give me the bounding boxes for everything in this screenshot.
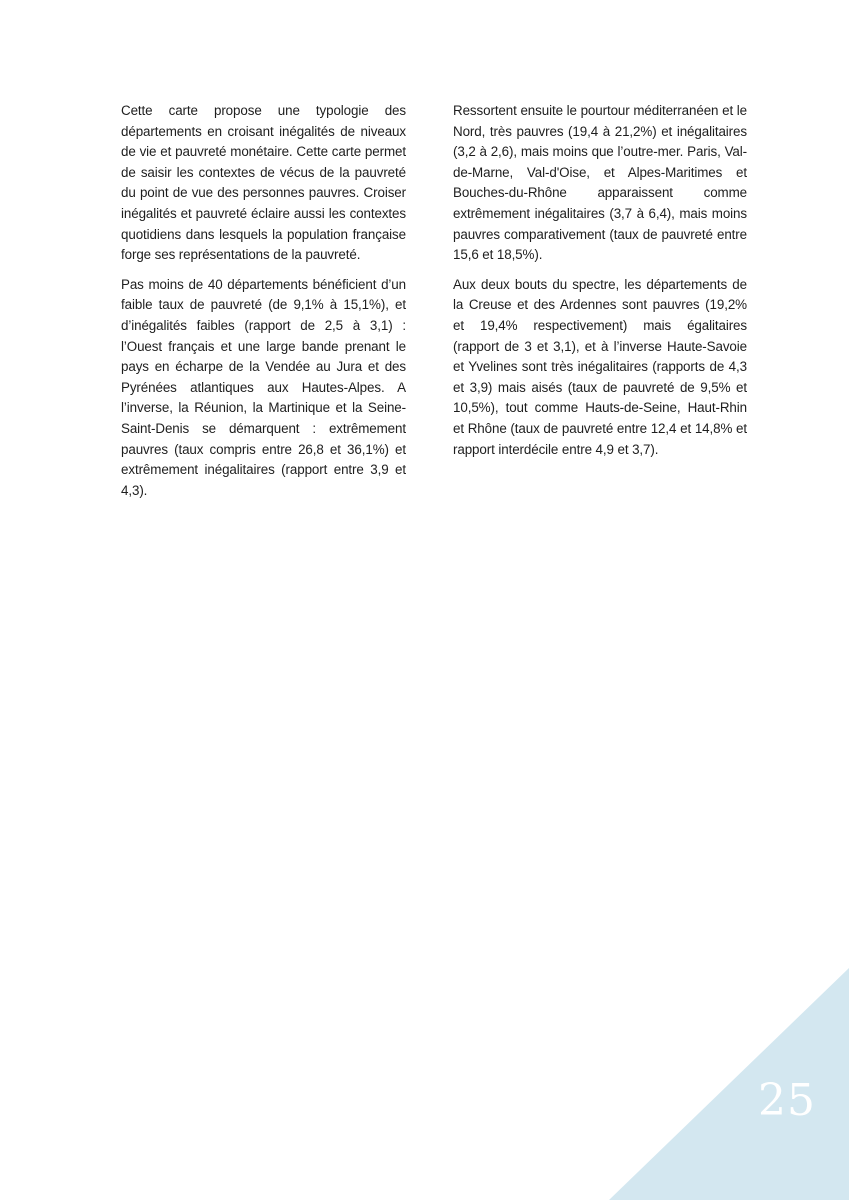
paragraph-mediterranean-north: Ressortent ensuite le pourtour méditerranéen et le Nord, très pauvres (19,4 à 21,2%) et inégalitaires (3,2 à 2,6), mais moins que l’outre-mer. Paris, Val-de-Marne, Val-d'Oise, et Alpes-Maritimes et Bouches-du-Rhône apparaissent comme extrêmement inégalitaires (3,7 à 6,4), mais moins pauvres comparativement (taux de pauvreté entre 15,6 et 18,5%). (453, 103, 747, 263)
page-number: 25 (758, 1075, 816, 1126)
paragraph-spectrum-ends: Aux deux bouts du spectre, les départements de la Creuse et des Ardennes sont pauvres (19,2% et 19,4% respectivement) mais égalitaires (rapport de 3 et 3,1), et à l’inverse Haute-Savoie et Yvelines sont très inégalitaires (rapports de 4,3 et 3,9) mais aisés (taux de pauvreté de 9,5% et 10,5%), tout comme Hauts-de-Seine, Haut-Rhin et Rhône (taux de pauvreté entre 12,4 et 14,8% et rapport interdécile entre 4,9 et 3,7). (453, 276, 747, 457)
paragraph-low-poverty-departments: Pas moins de 40 départements bénéficient d’un faible taux de pauvreté (de 9,1% à 15,1%), et d’inégalités faibles (rapport de 2,5 à 3,1) : l’Ouest français et une large bande prenant le pays en écharpe de la Vendée au Jura et des Pyrénées atlantiques aux Hautes-Alpes. A l’inverse, la Réunion, la Martinique et la Seine-Saint-Denis se démarquent : extrêmement pauvres (taux compris entre 26,8 et 36,1%) et extrêmement inégalitaires (rapport entre 3,9 et 4,3). (121, 276, 406, 498)
right-text-column (453, 101, 747, 469)
left-text-column (121, 101, 406, 510)
paragraph-typology-intro: Cette carte propose une typologie des départements en croisant inégalités de niveaux de vie et pauvreté monétaire. Cette carte permet de saisir les contextes de vécus de la pauvreté du point de vue des personnes pauvres. Croiser inégalités et pauvreté éclaire aussi les contextes quotidiens dans lesquels la population française forge ses représentations de la pauvreté. (121, 103, 406, 263)
